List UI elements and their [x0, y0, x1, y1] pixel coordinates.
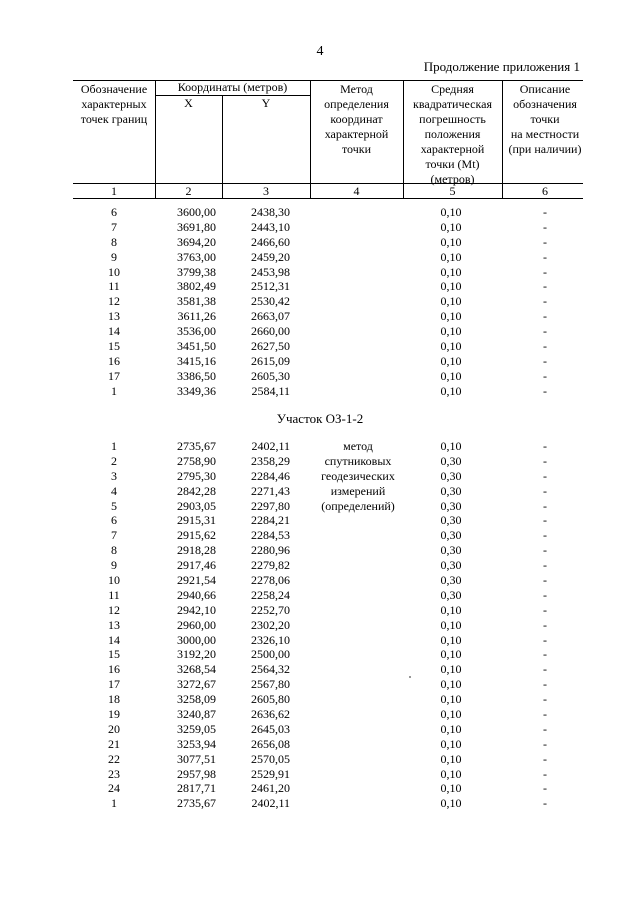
continuation-title: Продолжение приложения 1	[423, 59, 580, 74]
cell-y: 2636,62	[251, 707, 290, 722]
table-row	[0, 543, 640, 558]
cell-point: 17	[108, 677, 120, 692]
cell-x: 3349,36	[177, 383, 216, 398]
cell-description: -	[543, 249, 547, 264]
cell-y: 2570,05	[251, 751, 290, 766]
cell-x: 3240,87	[177, 707, 216, 722]
cell-description: -	[543, 528, 547, 543]
table-row	[0, 692, 640, 707]
cell-error: 0,30	[440, 587, 462, 602]
cell-error: 0,10	[440, 781, 462, 796]
cell-description: -	[543, 453, 547, 468]
cell-y: 2358,29	[251, 453, 290, 468]
cell-x: 3386,50	[177, 368, 216, 383]
cell-point: 24	[108, 781, 120, 796]
cell-error: 0,10	[440, 751, 462, 766]
column-number-1: 1	[111, 184, 117, 198]
cell-y: 2627,50	[251, 339, 290, 354]
cell-error: 0,10	[440, 617, 462, 632]
section-2-rows	[0, 439, 640, 811]
cell-y: 2584,11	[251, 383, 290, 398]
cell-description: -	[543, 573, 547, 588]
table-row	[0, 469, 640, 484]
cell-error: 0,10	[440, 383, 462, 398]
cell-x: 2960,00	[177, 617, 216, 632]
cell-y: 2530,42	[251, 294, 290, 309]
cell-description: -	[543, 483, 547, 498]
header-error: Средняя квадратическая погрешность положения характерной точки (Mt) (метров)	[413, 82, 492, 186]
cell-y: 2645,03	[251, 721, 290, 736]
cell-description: -	[543, 781, 547, 796]
column-number-4: 4	[353, 184, 360, 198]
cell-x: 3600,00	[177, 205, 216, 219]
cell-point: 1	[111, 796, 117, 811]
table-row	[0, 205, 640, 220]
cell-point: 23	[108, 766, 120, 781]
cell-point: 19	[108, 707, 120, 722]
cell-error: 0,10	[440, 647, 462, 662]
cell-error: 0,30	[440, 483, 462, 498]
cell-x: 3077,51	[177, 751, 216, 766]
cell-y: 2438,30	[251, 205, 290, 219]
table-row	[0, 439, 640, 454]
section-title: Участок ОЗ-1-2	[276, 411, 364, 426]
table-row	[0, 633, 640, 648]
cell-y: 2615,09	[251, 353, 290, 368]
column-number-5: 5	[449, 184, 456, 198]
cell-y: 2663,07	[251, 309, 290, 324]
cell-error: 0,10	[440, 707, 462, 722]
cell-x: 3259,05	[177, 721, 216, 736]
cell-error: 0,30	[440, 528, 462, 543]
cell-point: 8	[111, 234, 117, 249]
cell-description: -	[543, 279, 547, 294]
table-row	[0, 618, 640, 633]
scan-speck	[409, 676, 411, 678]
cell-description: -	[543, 513, 547, 528]
cell-y: 2443,10	[251, 219, 290, 234]
cell-point: 12	[108, 294, 120, 309]
cell-point: 14	[108, 324, 120, 339]
cell-point: 9	[111, 249, 117, 264]
cell-y: 2302,20	[251, 617, 290, 632]
cell-point: 13	[108, 309, 120, 324]
cell-y: 2660,00	[251, 324, 290, 339]
table-row	[0, 781, 640, 796]
cell-description: -	[543, 324, 547, 339]
cell-point: 5	[111, 498, 117, 513]
table-row	[0, 250, 640, 265]
cell-x: 2957,98	[177, 766, 216, 781]
cell-error: 0,10	[440, 662, 462, 677]
cell-description: -	[543, 368, 547, 383]
cell-description: -	[543, 294, 547, 309]
cell-point: 10	[108, 573, 120, 588]
cell-y: 2280,96	[251, 543, 290, 558]
cell-point: 3	[111, 468, 117, 483]
table-row	[0, 573, 640, 588]
cell-point: 4	[111, 483, 117, 498]
cell-y: 2271,43	[251, 483, 290, 498]
column-number-3: 3	[263, 184, 269, 198]
cell-x: 3536,00	[177, 324, 216, 339]
cell-x: 2942,10	[177, 602, 216, 617]
cell-point: 1	[111, 383, 117, 398]
cell-y: 2326,10	[251, 632, 290, 647]
cell-point: 21	[108, 736, 120, 751]
cell-description: -	[543, 353, 547, 368]
cell-description: -	[543, 543, 547, 558]
cell-y: 2284,53	[251, 528, 290, 543]
cell-error: 0,10	[440, 353, 462, 368]
cell-point: 20	[108, 721, 120, 736]
table-row	[0, 767, 640, 782]
cell-x: 2735,67	[177, 796, 216, 811]
table-row	[0, 528, 640, 543]
cell-x: 3253,94	[177, 736, 216, 751]
cell-x: 2940,66	[177, 587, 216, 602]
cell-description: -	[543, 383, 547, 398]
cell-error: 0,30	[440, 513, 462, 528]
cell-y: 2284,21	[251, 513, 290, 528]
cell-point: 16	[108, 353, 120, 368]
cell-y: 2529,91	[251, 766, 290, 781]
table-row	[0, 294, 640, 309]
cell-description: -	[543, 339, 547, 354]
cell-description: -	[543, 558, 547, 573]
cell-error: 0,30	[440, 543, 462, 558]
cell-error: 0,30	[440, 498, 462, 513]
cell-x: 2842,28	[177, 483, 216, 498]
cell-x: 2917,46	[177, 558, 216, 573]
header-point-designation: Обозначение характерных точек границ	[80, 82, 148, 126]
cell-error: 0,10	[440, 234, 462, 249]
cell-x: 3799,38	[177, 264, 216, 279]
cell-description: -	[543, 219, 547, 234]
cell-y: 2278,06	[251, 573, 290, 588]
cell-error: 0,10	[440, 368, 462, 383]
cell-point: 14	[108, 632, 120, 647]
table-row	[0, 707, 640, 722]
cell-point: 1	[111, 439, 117, 453]
cell-point: 11	[108, 279, 120, 294]
header-top-line	[73, 80, 583, 81]
cell-error: 0,10	[440, 219, 462, 234]
cell-x: 3691,80	[177, 219, 216, 234]
cell-error: 0,10	[440, 677, 462, 692]
cell-x: 2903,05	[177, 498, 216, 513]
column-number-2: 2	[185, 184, 192, 198]
cell-x: 3802,49	[177, 279, 216, 294]
cell-x: 2918,28	[177, 543, 216, 558]
table-row	[0, 339, 640, 354]
cell-description: -	[543, 468, 547, 483]
table-row	[0, 796, 640, 811]
table-row	[0, 354, 640, 369]
table-row	[0, 513, 640, 528]
table-row	[0, 324, 640, 339]
cell-point: 15	[108, 647, 120, 662]
cell-description: -	[543, 721, 547, 736]
cell-point: 7	[111, 219, 117, 234]
cell-point: 2	[111, 453, 117, 468]
cell-x: 3451,50	[177, 339, 216, 354]
cell-point: 12	[108, 602, 120, 617]
header-description: Описание обозначения точки на местности (при наличии)	[508, 82, 582, 156]
cell-error: 0,30	[440, 468, 462, 483]
cell-x: 2921,54	[177, 573, 216, 588]
cell-error: 0,10	[440, 324, 462, 339]
cell-error: 0,10	[440, 439, 462, 453]
cell-y: 2466,60	[251, 234, 290, 249]
cell-description: -	[543, 796, 547, 811]
cell-x: 3258,09	[177, 692, 216, 707]
cell-error: 0,10	[440, 264, 462, 279]
cell-description: -	[543, 205, 547, 219]
cell-y: 2402,11	[251, 439, 290, 453]
cell-description: -	[543, 439, 547, 453]
table-row	[0, 369, 640, 384]
cell-error: 0,10	[440, 766, 462, 781]
cell-y: 2461,20	[251, 781, 290, 796]
cell-point: 13	[108, 617, 120, 632]
cell-y: 2567,80	[251, 677, 290, 692]
cell-x: 3192,20	[177, 647, 216, 662]
cell-error: 0,10	[440, 279, 462, 294]
cell-x: 3581,38	[177, 294, 216, 309]
table-row	[0, 309, 640, 324]
page-number: 4	[316, 44, 324, 59]
cell-description: -	[543, 234, 547, 249]
cell-x: 3694,20	[177, 234, 216, 249]
table-row	[0, 454, 640, 469]
cell-description: -	[543, 677, 547, 692]
table-row	[0, 235, 640, 250]
cell-point: 22	[108, 751, 120, 766]
header-x: X	[184, 96, 193, 110]
column-number-6: 6	[542, 184, 548, 198]
cell-y: 2564,32	[251, 662, 290, 677]
cell-y: 2605,80	[251, 692, 290, 707]
table-row	[0, 603, 640, 618]
section-1-rows	[0, 205, 640, 399]
cell-y: 2453,98	[251, 264, 290, 279]
cell-description: -	[543, 707, 547, 722]
cell-description: -	[543, 264, 547, 279]
cell-error: 0,10	[440, 632, 462, 647]
cell-y: 2656,08	[251, 736, 290, 751]
cell-y: 2605,30	[251, 368, 290, 383]
cell-x: 2915,62	[177, 528, 216, 543]
cell-error: 0,10	[440, 339, 462, 354]
cell-point: 17	[108, 368, 120, 383]
cell-x: 3611,26	[177, 309, 216, 324]
header-method: Метод определения координат характерной точки	[324, 82, 389, 156]
cell-error: 0,10	[440, 294, 462, 309]
cell-y: 2284,46	[251, 468, 290, 483]
cell-point: 15	[108, 339, 120, 354]
cell-description: -	[543, 617, 547, 632]
cell-description: -	[543, 498, 547, 513]
table-row	[0, 558, 640, 573]
header-y: Y	[261, 96, 271, 110]
cell-description: -	[543, 662, 547, 677]
cell-y: 2500,00	[251, 647, 290, 662]
cell-error: 0,10	[440, 205, 462, 219]
cell-point: 6	[111, 513, 117, 528]
cell-y: 2402,11	[251, 796, 290, 811]
cell-y: 2297,80	[251, 498, 290, 513]
cell-error: 0,10	[440, 602, 462, 617]
cell-error: 0,10	[440, 309, 462, 324]
cell-description: -	[543, 692, 547, 707]
cell-x: 2795,30	[177, 468, 216, 483]
cell-description: -	[543, 751, 547, 766]
cell-y: 2459,20	[251, 249, 290, 264]
cell-point: 6	[111, 205, 117, 219]
table-row	[0, 220, 640, 235]
header-coordinates: Координаты (метров)	[177, 80, 288, 94]
cell-x: 3268,54	[177, 662, 216, 677]
cell-error: 0,30	[440, 453, 462, 468]
cell-description: -	[543, 587, 547, 602]
table-row	[0, 484, 640, 499]
method-note: метод спутниковых геодезических измерений (определений)	[321, 439, 395, 513]
cell-description: -	[543, 309, 547, 324]
cell-point: 8	[111, 543, 117, 558]
cell-y: 2252,70	[251, 602, 290, 617]
cell-x: 3415,16	[177, 353, 216, 368]
cell-x: 2915,31	[177, 513, 216, 528]
table-row	[0, 752, 640, 767]
cell-x: 3000,00	[177, 632, 216, 647]
cell-description: -	[543, 647, 547, 662]
table-row	[0, 499, 640, 514]
cell-y: 2279,82	[251, 558, 290, 573]
table-row	[0, 722, 640, 737]
cell-point: 7	[111, 528, 117, 543]
cell-error: 0,10	[440, 249, 462, 264]
cell-error: 0,10	[440, 721, 462, 736]
table-row	[0, 265, 640, 280]
table-row	[0, 279, 640, 294]
cell-point: 18	[108, 692, 120, 707]
cell-point: 10	[108, 264, 120, 279]
cell-point: 11	[108, 587, 120, 602]
cell-x: 2758,90	[177, 453, 216, 468]
table-row	[0, 737, 640, 752]
cell-description: -	[543, 632, 547, 647]
table-row	[0, 662, 640, 677]
table-row	[0, 677, 640, 692]
cell-y: 2512,31	[251, 279, 290, 294]
cell-x: 2817,71	[177, 781, 216, 796]
table-row	[0, 384, 640, 399]
cell-x: 3272,67	[177, 677, 216, 692]
cell-point: 9	[111, 558, 117, 573]
cell-point: 16	[108, 662, 120, 677]
cell-description: -	[543, 602, 547, 617]
cell-y: 2258,24	[251, 587, 290, 602]
cell-error: 0,30	[440, 558, 462, 573]
cell-description: -	[543, 766, 547, 781]
cell-description: -	[543, 736, 547, 751]
table-row	[0, 647, 640, 662]
cell-x: 2735,67	[177, 439, 216, 453]
cell-error: 0,10	[440, 796, 462, 811]
cell-error: 0,10	[440, 736, 462, 751]
cell-x: 3763,00	[177, 249, 216, 264]
cell-error: 0,10	[440, 692, 462, 707]
table-row	[0, 588, 640, 603]
cell-error: 0,30	[440, 573, 462, 588]
